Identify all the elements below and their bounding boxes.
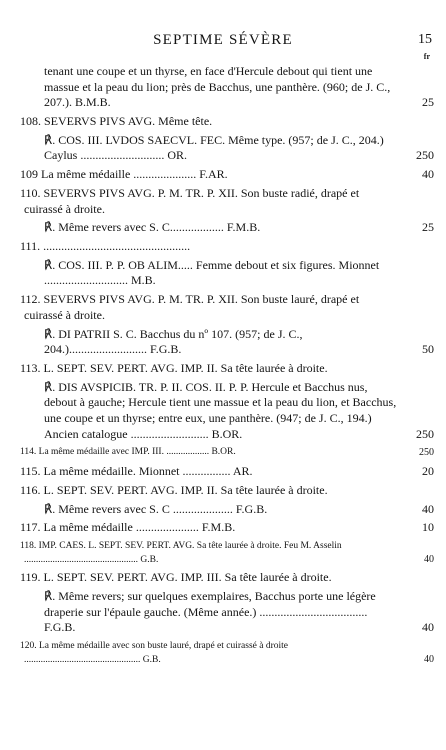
entry-text: ℟. COS. III. P. P. OB ALIM..... Femme debout et six figures. Mionnet ............................ M.B.: [44, 257, 380, 288]
catalog-entry: [20, 539, 434, 567]
entry-text: 108. SEVERVS PIVS AVG. Même tête.: [20, 113, 213, 128]
entry-price: 250: [416, 426, 434, 441]
entry-price: 250: [416, 148, 434, 163]
catalog-entry: [20, 64, 434, 111]
catalog-entry: [20, 133, 434, 164]
entry-text: 115. La même médaille. Mionnet ................ AR.: [20, 464, 253, 479]
price-unit-label: fr: [423, 52, 430, 61]
entry-text: 119. L. SEPT. SEV. PERT. AVG. IMP. III. Sa tête laurée à droite.: [20, 570, 332, 585]
page-title: SEPTIME SÉVÈRE: [153, 32, 293, 48]
entry-price: 20: [422, 464, 434, 479]
entry-text: 111. .................................................: [20, 239, 191, 254]
catalog-entry: [20, 167, 434, 183]
entry-text: ℟. DI PATRII S. C. Bacchus du nº 107. (957; de J. C., 204.).......................... F.G.B.: [44, 326, 303, 357]
entry-text: ℟. Même revers; sur quelques exemplaires, Bacchus porte une légère draperie sur l'épaule gauche. (Même année.) .................................... F.G.B.: [44, 589, 376, 635]
entry-price: 250: [419, 447, 434, 459]
entry-price: 25: [422, 220, 434, 235]
entry-price: 40: [422, 620, 434, 635]
catalog-entry: [20, 589, 434, 636]
entry-text: ℟. Même revers avec S. C.................. F.M.B.: [44, 220, 261, 235]
catalog-entry: [20, 520, 434, 536]
entry-text: ℟. Même revers avec S. C .................... F.G.B.: [44, 501, 268, 516]
entry-text: ℟. COS. III. LVDOS SAECVL. FEC. Même type. (957; de J. C., 204.) Caylus ............................ OR.: [44, 132, 384, 163]
entry-price: 40: [422, 501, 434, 516]
entry-price: 25: [422, 95, 434, 110]
catalog-entry: [20, 483, 434, 499]
catalog-entry: [20, 239, 434, 255]
catalog-entry: [20, 186, 434, 217]
running-header: [0, 32, 446, 61]
entry-price: 10: [422, 520, 434, 535]
entry-text: 114. La même médaille avec IMP. III. .................. B.OR.: [20, 447, 236, 458]
page-number: 15: [418, 32, 432, 47]
catalog-entry: [20, 380, 434, 442]
entry-text: 112. SEVERVS PIVS AVG. P. M. TR. P. XII. Son buste lauré, drapé et cuirassé à droite.: [20, 292, 360, 322]
entry-text: 116. L. SEPT. SEV. PERT. AVG. IMP. II. Sa tête laurée à droite.: [20, 482, 328, 497]
entry-price: 40: [424, 653, 434, 665]
entry-text: 110. SEVERVS PIVS AVG. P. M. TR. P. XII. Son buste radié, drapé et cuirassé à droite.: [20, 185, 360, 216]
entry-text: ℟. DIS AVSPICIB. TR. P. II. COS. II. P. P. Hercule et Bacchus nus, debout à gauche; Hercule tient une massue et la peau du lion, et Bacchus, une coupe et un thyrse; entre eux, une panthère. (947; de J. C., 194.) Ancien catalogue .......................... B.OR.: [44, 379, 397, 441]
catalog-entry: [20, 327, 434, 358]
catalog-entry: [20, 114, 434, 130]
catalog-body: [20, 64, 434, 670]
catalog-entry: [20, 220, 434, 236]
catalog-entry: [20, 639, 434, 667]
entry-text: 118. IMP. CAES. L. SEPT. SEV. PERT. AVG. Sa tête laurée à droite. Feu M. Asselin ................................................ G.B.: [20, 541, 342, 566]
catalog-entry: [20, 292, 434, 323]
entry-text: 113. L. SEPT. SEV. PERT. AVG. IMP. II. Sa tête laurée à droite.: [20, 360, 328, 375]
catalog-entry: [20, 502, 434, 518]
catalog-entry: [20, 258, 434, 289]
entry-text: 109 La même médaille ..................... F.AR.: [20, 167, 228, 182]
catalog-entry: [20, 570, 434, 586]
catalog-entry: [20, 361, 434, 377]
entry-text: 117. La même médaille ..................... F.M.B.: [20, 520, 236, 535]
entry-price: 50: [422, 342, 434, 357]
catalog-entry: [20, 464, 434, 480]
entry-text: 120. La même médaille avec son buste lauré, drapé et cuirassé à droite ................................................. G.B.: [20, 641, 288, 666]
entry-text: tenant une coupe et un thyrse, en face d'Hercule debout qui tient une massue et la peau du lion; près de Bacchus, une panthère. (960; de J. C., 207.). B.M.B.: [44, 64, 391, 110]
catalog-entry: [20, 445, 434, 461]
entry-price: 40: [424, 553, 434, 565]
entry-price: 40: [422, 167, 434, 182]
